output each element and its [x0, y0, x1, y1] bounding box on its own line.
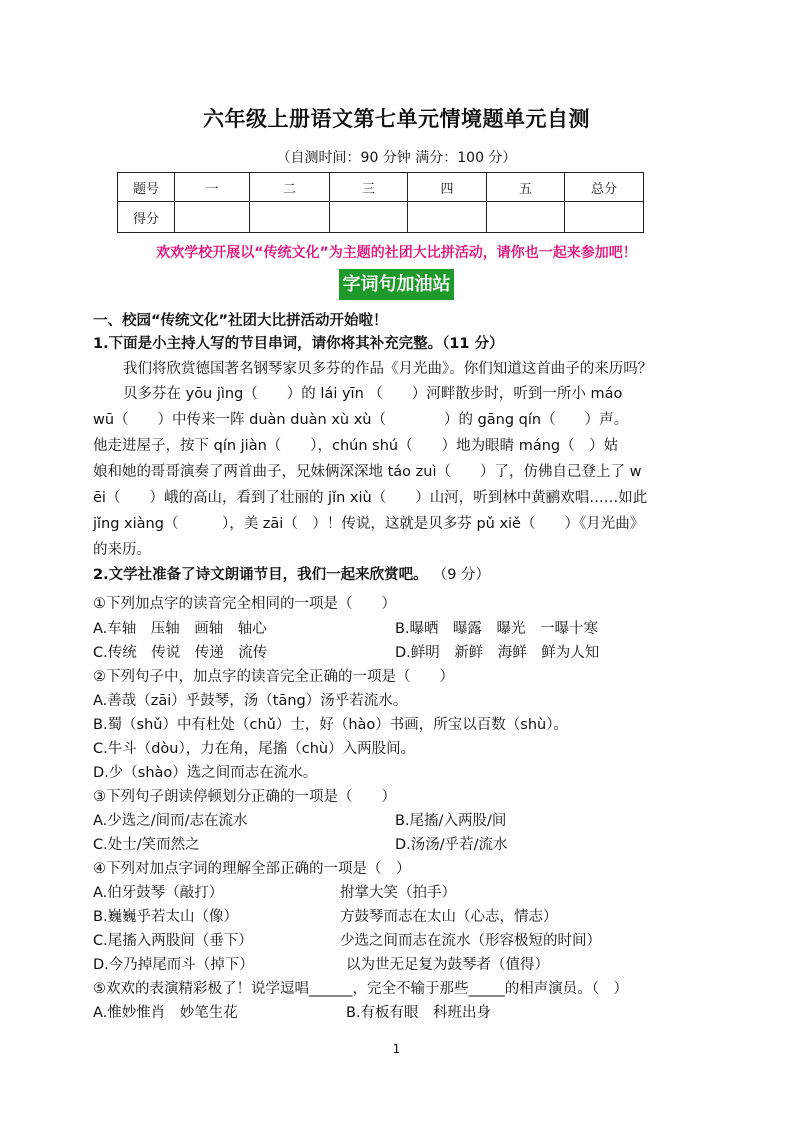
passage-line: ēi（ ）峨的高山，看到了壮丽的 jǐn xiù（ ）山河，听到林中黄鹂欢唱……如此 — [93, 490, 648, 506]
option-c[interactable]: C.牛斗（dòu），力在角，尾搐（chù）入两股间。 — [93, 741, 416, 757]
option-d[interactable]: D.少（shào）选之间而志在流水。 — [93, 765, 318, 781]
passage-line: 的来历。 — [93, 542, 151, 558]
score-cell[interactable] — [487, 202, 565, 233]
score-cell[interactable] — [330, 202, 408, 233]
option-a[interactable]: A.车轴 压轴 画轴 轴心 — [93, 621, 267, 637]
question-stem: ①下列加点字的读音完全相同的一项是（ ） — [93, 596, 396, 612]
option-b-second: 方鼓琴而志在太山（心志，情志） — [340, 909, 558, 925]
option-a-second: 拊掌大笑（拍手） — [340, 885, 456, 901]
score-table-header: 四 — [408, 173, 487, 202]
section-heading: 一、校园“传统文化”社团大比拼活动开始啦！ — [93, 313, 388, 329]
option-b[interactable]: B.有板有眼 科班出身 — [346, 1005, 492, 1021]
question-2-points: （9 分） — [432, 567, 491, 583]
option-c[interactable]: C.尾搐入两股间（垂下） — [93, 933, 253, 949]
passage-line: wū（ ）中传来一阵 duàn duàn xù xù（ ）的 gāng qín（ ）声。 — [93, 412, 629, 428]
option-b[interactable]: B.巍巍乎若太山（像） — [93, 909, 239, 925]
option-b[interactable]: B.尾搐/入两股/间 — [395, 813, 507, 829]
score-table-header: 一 — [175, 173, 250, 202]
question-2-heading — [93, 563, 490, 584]
score-table — [117, 172, 644, 233]
score-cell[interactable] — [175, 202, 250, 233]
option-a[interactable]: A.伯牙鼓琴（敲打） — [93, 885, 224, 901]
score-row-label: 得分 — [118, 202, 175, 233]
option-c-second: 少选之间而志在流水（形容极短的时间） — [340, 933, 601, 949]
score-cell[interactable] — [408, 202, 487, 233]
option-a[interactable]: A.善哉（zāi）乎鼓琴，汤（tāng）汤乎若流水。 — [93, 693, 408, 709]
score-table-header: 五 — [487, 173, 565, 202]
score-cell[interactable] — [250, 202, 330, 233]
option-d[interactable]: D.汤汤/乎若/流水 — [395, 837, 508, 853]
option-b[interactable]: B.曝晒 曝露 曝光 一曝十寒 — [395, 621, 599, 637]
score-cell[interactable] — [565, 202, 644, 233]
intro-text: 欢欢学校开展以“传统文化”为主题的社团大比拼活动，请你也一起来参加吧！ — [156, 245, 637, 261]
question-1-heading: 1.下面是小主持人写的节目串词，请你将其补充完整。（11 分） — [93, 336, 504, 352]
question-stem: ⑤欢欢的表演精彩极了！说学逗唱______，完全不输于那些_____的相声演员。（ ） — [93, 981, 628, 997]
passage-line: jǐng xiàng（ ），美 zāi（ ）！传说，这就是贝多芬 pǔ xiě（ ）《月光曲》 — [93, 516, 645, 532]
section-banner: 字词句加油站 — [339, 269, 454, 300]
passage-line: 他走进屋子，按下 qín jiàn（ ），chún shú（ ）地为眼睛 máng（ ）姑 — [93, 438, 619, 454]
score-table-header-row — [118, 173, 644, 202]
question-stem: ③下列句子朗读停顿划分正确的一项是（ ） — [93, 789, 396, 805]
test-info: （自测时间：90 分钟 满分：100 分） — [276, 150, 517, 166]
passage-line: 娘和她的哥哥演奏了两首曲子，兄妹俩深深地 táo zuì（ ）了，仿佛自己登上了 w — [93, 464, 642, 480]
option-a[interactable]: A.少选之/间而/志在流水 — [93, 813, 248, 829]
page-number: 1 — [392, 1042, 401, 1056]
option-d[interactable]: D.今乃掉尾而斗（掉下） — [93, 957, 254, 973]
question-2-title: 2.文学社准备了诗文朗诵节目，我们一起来欣赏吧。 — [93, 567, 428, 583]
page-title: 六年级上册语文第七单元情境题单元自测 — [203, 107, 590, 131]
score-table-header: 二 — [250, 173, 330, 202]
option-c[interactable]: C.处士/笑而然之 — [93, 837, 200, 853]
question-stem: ②下列句子中，加点字的读音完全正确的一项是（ ） — [93, 669, 454, 685]
option-d[interactable]: D.鲜明 新鲜 海鲜 鲜为人知 — [395, 645, 600, 661]
score-table-header: 总分 — [565, 173, 644, 202]
passage-line: 我们将欣赏德国著名钢琴家贝多芬的作品《月光曲》。你们知道这首曲子的来历吗？ — [123, 361, 653, 377]
option-a[interactable]: A.惟妙惟肖 妙笔生花 — [93, 1005, 238, 1021]
option-b[interactable]: B.蜀（shǔ）中有杜处（chǔ）士，好（hào）书画，所宝以百数（shù）。 — [93, 717, 568, 733]
option-c[interactable]: C.传统 传说 传递 流传 — [93, 645, 268, 661]
passage-line: 贝多芬在 yōu jìng（ ）的 lái yīn （ ）河畔散步时，听到一所小 máo — [123, 386, 623, 402]
score-table-header: 三 — [330, 173, 408, 202]
score-table-header: 题号 — [118, 173, 175, 202]
question-stem: ④下列对加点字词的理解全部正确的一项是（ ） — [93, 861, 411, 877]
option-d-second: 以为世无足复为鼓琴者（值得） — [346, 957, 549, 973]
score-table-score-row — [118, 202, 644, 233]
